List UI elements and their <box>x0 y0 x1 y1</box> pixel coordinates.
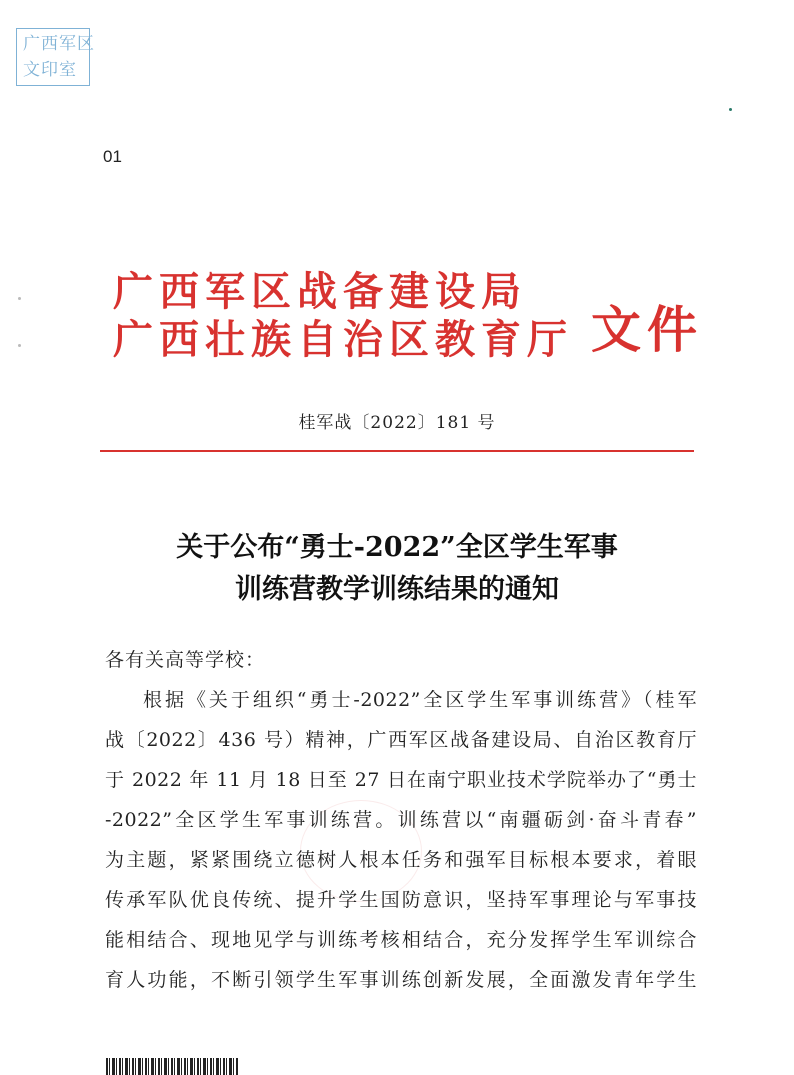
body-line: 根据《关于组织“勇士-2022”全区学生军事训练营》（桂军 <box>143 689 697 711</box>
body-paragraph <box>105 680 697 1000</box>
file-number: 桂军战〔2022〕181 号 <box>298 413 496 433</box>
stamp-line-2: 文印室 <box>23 60 77 80</box>
body-line: 战〔2022〕436 号）精神，广西军区战备建设局、自治区教育厅 <box>105 729 697 751</box>
scan-speck <box>18 297 21 300</box>
body-line: 为主题，紧紧围绕立德树人根本任务和强军目标根本要求，着眼 <box>105 849 697 871</box>
title-line-2: 训练营教学训练结果的通知 <box>235 574 559 605</box>
print-office-stamp <box>16 28 95 86</box>
issuer-line-1: 广西军区战备建设局 <box>113 269 527 315</box>
salutation: 各有关高等学校： <box>105 649 266 671</box>
scan-speck <box>18 344 21 347</box>
notice-title <box>0 527 794 611</box>
issuer-line-2: 广西壮族自治区教育厅 <box>113 317 573 363</box>
issuer-header <box>113 268 703 364</box>
barcode <box>106 1058 238 1075</box>
body-line: 于 2022 年 11 月 18 日至 27 日在南宁职业技术学院举办了“勇士 <box>105 769 697 791</box>
body-line: 育人功能，不断引领学生军事训练创新发展，全面激发青年学生 <box>105 969 697 991</box>
document-suffix: 文件 <box>591 301 703 359</box>
body-line: 能相结合、现地见学与训练考核相结合，充分发挥学生军训综合 <box>105 929 697 951</box>
scan-speck <box>729 108 732 111</box>
title-line-1: 关于公布“勇士-2022”全区学生军事 <box>176 532 618 563</box>
document-number: 01 <box>103 147 122 166</box>
body-line: 传承军队优良传统、提升学生国防意识，坚持军事理论与军事技 <box>105 889 697 911</box>
body-line: -2022”全区学生军事训练营。训练营以“南疆砺剑·奋斗青春” <box>105 809 697 831</box>
stamp-line-1: 广西军区 <box>23 34 95 54</box>
red-divider <box>100 450 694 452</box>
